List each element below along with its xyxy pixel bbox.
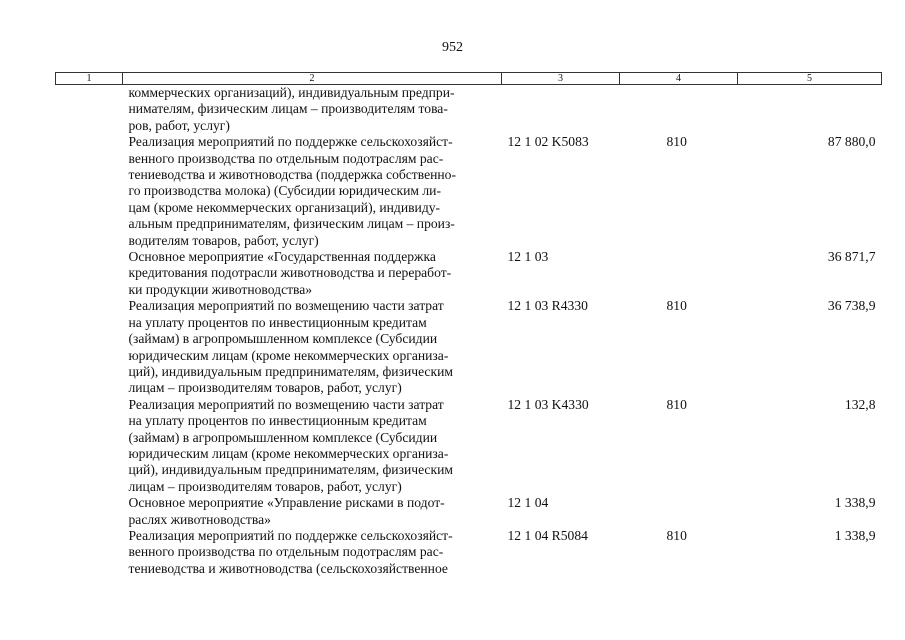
- row-expense-type: [620, 85, 738, 135]
- row-sum: 36 738,9: [827, 298, 876, 314]
- row-code: 12 1 02 K5083: [507, 134, 589, 150]
- row-number-cell: [56, 134, 123, 249]
- header-col-1: 1: [56, 73, 123, 85]
- description-line: ки продукции животноводства»: [128, 281, 313, 297]
- header-col-2: 2: [123, 73, 502, 85]
- description-line: го производства молока) (Субсидии юридическим ли-: [128, 183, 441, 199]
- row-sum: 36 871,7: [827, 249, 876, 265]
- description-line: ров, работ, услуг): [128, 117, 230, 133]
- table-row: [56, 85, 882, 135]
- row-description: [123, 495, 502, 528]
- header-col-3: 3: [502, 73, 620, 85]
- row-description: [123, 85, 502, 135]
- description-line: ций), индивидуальным предпринимателям, физическим: [128, 363, 453, 379]
- table-row: [56, 397, 882, 495]
- description-line: ций), индивидуальным предпринимателям, физическим: [128, 462, 453, 478]
- description-line: юридическим лицам (кроме некоммерческих организа-: [128, 347, 449, 363]
- table-row: [56, 528, 882, 577]
- row-number-cell: [56, 495, 123, 528]
- description-line: Основное мероприятие «Управление рисками в подот-: [128, 495, 445, 511]
- description-line: Реализация мероприятий по возмещению части затрат: [128, 396, 444, 412]
- description-line: юридическим лицам (кроме некоммерческих организа-: [128, 445, 449, 461]
- row-expense-type: 810: [666, 134, 687, 150]
- row-description: [123, 397, 502, 495]
- row-description: [123, 249, 502, 298]
- budget-table: [55, 72, 882, 577]
- row-sum: 1 338,9: [834, 527, 876, 543]
- row-sum: 87 880,0: [827, 134, 876, 150]
- header-col-4: 4: [620, 73, 738, 85]
- page-number: 952: [442, 40, 463, 55]
- description-line: тениеводства и животноводства (поддержка собственно-: [128, 167, 456, 183]
- description-line: лицам – производителям товаров, работ, услуг): [128, 380, 402, 396]
- description-line: Реализация мероприятий по возмещению части затрат: [128, 298, 444, 314]
- row-code: 12 1 03 K4330: [507, 396, 589, 412]
- description-line: на уплату процентов по инвестиционным кредитам: [128, 413, 427, 429]
- header-col-5: 5: [738, 73, 882, 85]
- table-row: [56, 298, 882, 396]
- description-line: тениеводства и животноводства (сельскохозяйственное: [128, 560, 448, 576]
- table-body: [56, 85, 882, 578]
- row-description: [123, 528, 502, 577]
- row-code: 12 1 04 R5084: [507, 527, 588, 543]
- row-number-cell: [56, 85, 123, 135]
- row-expense-type: 810: [666, 527, 687, 543]
- row-number-cell: [56, 528, 123, 577]
- description-line: цам (кроме некоммерческих организаций), индивиду-: [128, 199, 441, 215]
- row-sum: 132,8: [844, 396, 876, 412]
- row-expense-type: 810: [666, 396, 687, 412]
- description-line: альным предпринимателям, физическим лицам – произ-: [128, 216, 455, 232]
- description-line: (займам) в агропромышленном комплексе (Субсидии: [128, 429, 438, 445]
- description-line: лицам – производителям товаров, работ, услуг): [128, 478, 402, 494]
- description-line: на уплату процентов по инвестиционным кредитам: [128, 314, 427, 330]
- row-number-cell: [56, 397, 123, 495]
- header-row: [56, 73, 882, 85]
- description-line: Реализация мероприятий по поддержке сельскохозяйст-: [128, 134, 453, 150]
- row-expense-type: [620, 249, 738, 298]
- row-code: 12 1 04: [507, 495, 549, 511]
- table-row: [56, 134, 882, 249]
- row-code: 12 1 03 R4330: [507, 298, 588, 314]
- row-code: 12 1 03: [507, 249, 549, 265]
- description-line: Основное мероприятие «Государственная поддержка: [128, 249, 436, 265]
- description-line: кредитования подотрасли животноводства и переработ-: [128, 265, 452, 281]
- description-line: венного производства по отдельным подотраслям рас-: [128, 544, 444, 560]
- table-row: [56, 495, 882, 528]
- row-sum: [738, 85, 882, 135]
- table-row: [56, 249, 882, 298]
- description-line: раслях животноводства»: [128, 511, 271, 527]
- table-header: [56, 73, 882, 85]
- row-sum: 1 338,9: [834, 495, 876, 511]
- row-code: [502, 85, 620, 135]
- row-expense-type: [620, 495, 738, 528]
- row-number-cell: [56, 298, 123, 396]
- row-description: [123, 298, 502, 396]
- description-line: нимателям, физическим лицам – производителям това-: [128, 101, 448, 117]
- description-line: венного производства по отдельным подотраслям рас-: [128, 150, 444, 166]
- description-line: коммерческих организаций), индивидуальным предпри-: [128, 85, 455, 100]
- row-description: [123, 134, 502, 249]
- description-line: (займам) в агропромышленном комплексе (Субсидии: [128, 331, 438, 347]
- row-number-cell: [56, 249, 123, 298]
- description-line: Реализация мероприятий по поддержке сельскохозяйст-: [128, 527, 453, 543]
- description-line: водителям товаров, работ, услуг): [128, 232, 319, 248]
- row-expense-type: 810: [666, 298, 687, 314]
